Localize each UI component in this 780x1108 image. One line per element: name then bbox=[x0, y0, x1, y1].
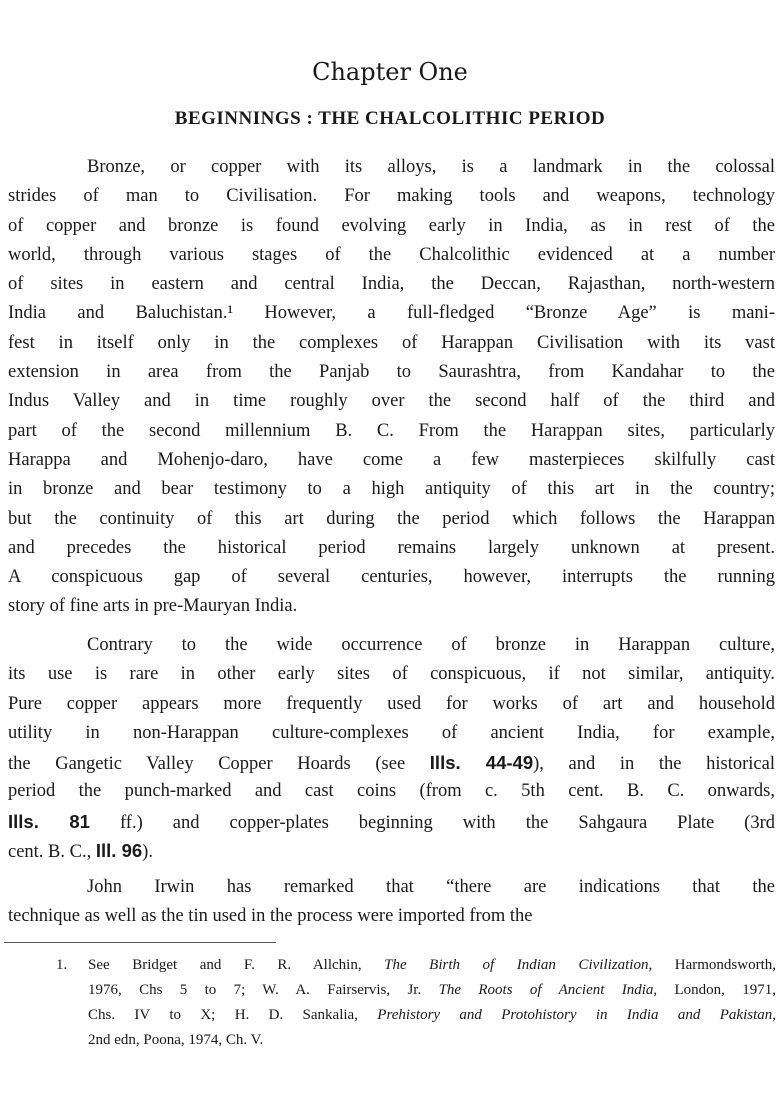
text-line bbox=[8, 631, 775, 660]
text-line bbox=[8, 299, 775, 328]
text-segment: in bronze and bear testimony to a high antiquity of this art in the country; bbox=[8, 479, 775, 500]
paragraph-1 bbox=[8, 153, 775, 622]
text-segment: , London, 1971, bbox=[653, 982, 776, 998]
text-segment: John Irwin has remarked that “there are indications that the bbox=[87, 877, 775, 897]
text-line bbox=[56, 1003, 776, 1028]
text-line bbox=[8, 563, 775, 592]
paragraph-3 bbox=[8, 873, 775, 932]
text-segment: Indus Valley and in time roughly over the second half of the third and bbox=[8, 391, 775, 412]
footnote-divider bbox=[4, 942, 276, 943]
text-line bbox=[8, 719, 775, 748]
text-line bbox=[8, 270, 775, 299]
text-line bbox=[8, 836, 775, 865]
chapter-heading: BEGINNINGS : THE CHALCOLITHIC PERIOD bbox=[174, 108, 606, 129]
footnote bbox=[56, 953, 776, 1053]
text-segment: period the punch-marked and cast coins (from c. 5th cent. B. C. onwards, bbox=[8, 781, 775, 802]
text-segment: cent. B. C., bbox=[8, 842, 96, 863]
illustration-reference: Ills. 44-49 bbox=[429, 752, 534, 774]
text-segment: technique as well as the tin used in the process were imported from the bbox=[8, 906, 533, 927]
text-segment: 1976, Chs 5 to 7; W. A. Fairservis, Jr. bbox=[88, 982, 439, 998]
text-segment: ). bbox=[142, 842, 153, 863]
text-segment: Bronze, or copper with its alloys, is a landmark in the colossal bbox=[87, 157, 775, 177]
text-line bbox=[8, 777, 775, 806]
text-line bbox=[8, 690, 775, 719]
text-line bbox=[8, 182, 775, 211]
text-line bbox=[8, 748, 775, 777]
text-segment: world, through various stages of the Chalcolithic evidenced at a number bbox=[8, 244, 775, 265]
text-line bbox=[8, 873, 775, 902]
text-line bbox=[56, 1028, 776, 1053]
text-line bbox=[8, 417, 775, 446]
text-segment: A conspicuous gap of several centuries, however, interrupts the running bbox=[8, 567, 775, 588]
paragraph-2 bbox=[8, 631, 775, 865]
book-title: Prehistory and Protohistory in India and Pakistan bbox=[377, 1007, 773, 1023]
text-line bbox=[8, 505, 775, 534]
text-segment: and precedes the historical period remains largely unknown at present. bbox=[8, 537, 775, 558]
text-segment: ), and in the historical bbox=[533, 754, 775, 775]
book-title: The Roots of Ancient India bbox=[438, 982, 654, 998]
text-line bbox=[8, 358, 775, 387]
text-line bbox=[8, 902, 775, 931]
text-segment: extension in area from the Panjab to Saurashtra, from Kandahar to the bbox=[8, 362, 775, 383]
text-line bbox=[8, 446, 775, 475]
text-segment: India and Baluchistan.¹ However, a full-fledged “Bronze Age” is mani- bbox=[8, 303, 775, 324]
text-segment: fest in itself only in the complexes of Harappan Civilisation with its vast bbox=[8, 332, 775, 353]
text-line bbox=[8, 592, 775, 621]
text-line bbox=[56, 953, 776, 978]
text-segment: Chs. IV to X; H. D. Sankalia, bbox=[88, 1007, 378, 1023]
illustration-reference: Ills. 81 bbox=[8, 810, 90, 832]
text-segment: of copper and bronze is found evolving early in India, as in rest of the bbox=[8, 215, 775, 236]
text-line bbox=[8, 660, 775, 689]
text-segment: strides of man to Civilisation. For making tools and weapons, technology bbox=[8, 186, 775, 207]
text-segment: Contrary to the wide occurrence of bronze in Harappan culture, bbox=[87, 635, 775, 655]
text-segment: Harappa and Mohenjo-daro, have come a few masterpieces skilfully cast bbox=[8, 449, 775, 470]
footnote-number: 1. bbox=[56, 957, 68, 973]
text-segment: of sites in eastern and central India, the Deccan, Rajasthan, north-western bbox=[8, 274, 775, 295]
text-line bbox=[8, 807, 775, 836]
book-title: The Birth of Indian Civilization bbox=[384, 957, 649, 973]
text-segment: story of fine arts in pre-Mauryan India. bbox=[8, 596, 298, 617]
text-segment: , bbox=[772, 1007, 776, 1023]
text-line bbox=[8, 329, 775, 358]
text-segment: part of the second millennium B. C. From the Harappan sites, particularly bbox=[8, 420, 775, 441]
text-segment: 2nd edn, Poona, 1974, Ch. V. bbox=[88, 1032, 264, 1048]
text-line bbox=[8, 153, 775, 182]
text-line bbox=[56, 978, 776, 1003]
text-segment: See Bridget and F. R. Allchin, bbox=[88, 957, 385, 973]
text-line bbox=[8, 241, 775, 270]
text-segment: , Harmondsworth, bbox=[648, 957, 776, 973]
text-line bbox=[8, 212, 775, 241]
text-line bbox=[8, 475, 775, 504]
text-segment: ff.) and copper-plates beginning with the Sahgaura Plate (3rd bbox=[89, 812, 775, 833]
text-segment: its use is rare in other early sites of conspicuous, if not similar, antiquity. bbox=[8, 664, 775, 685]
text-segment: but the continuity of this art during the period which follows the Harappan bbox=[8, 508, 775, 529]
text-segment: the Gangetic Valley Copper Hoards (see bbox=[8, 754, 430, 775]
illustration-reference: Ill. 96 bbox=[95, 840, 143, 862]
text-line bbox=[8, 387, 775, 416]
text-line bbox=[8, 534, 775, 563]
text-segment: Pure copper appears more frequently used for works of art and household bbox=[8, 693, 775, 714]
chapter-title: Chapter One bbox=[312, 58, 468, 86]
text-segment: utility in non-Harappan culture-complexes of ancient India, for example, bbox=[8, 722, 775, 743]
